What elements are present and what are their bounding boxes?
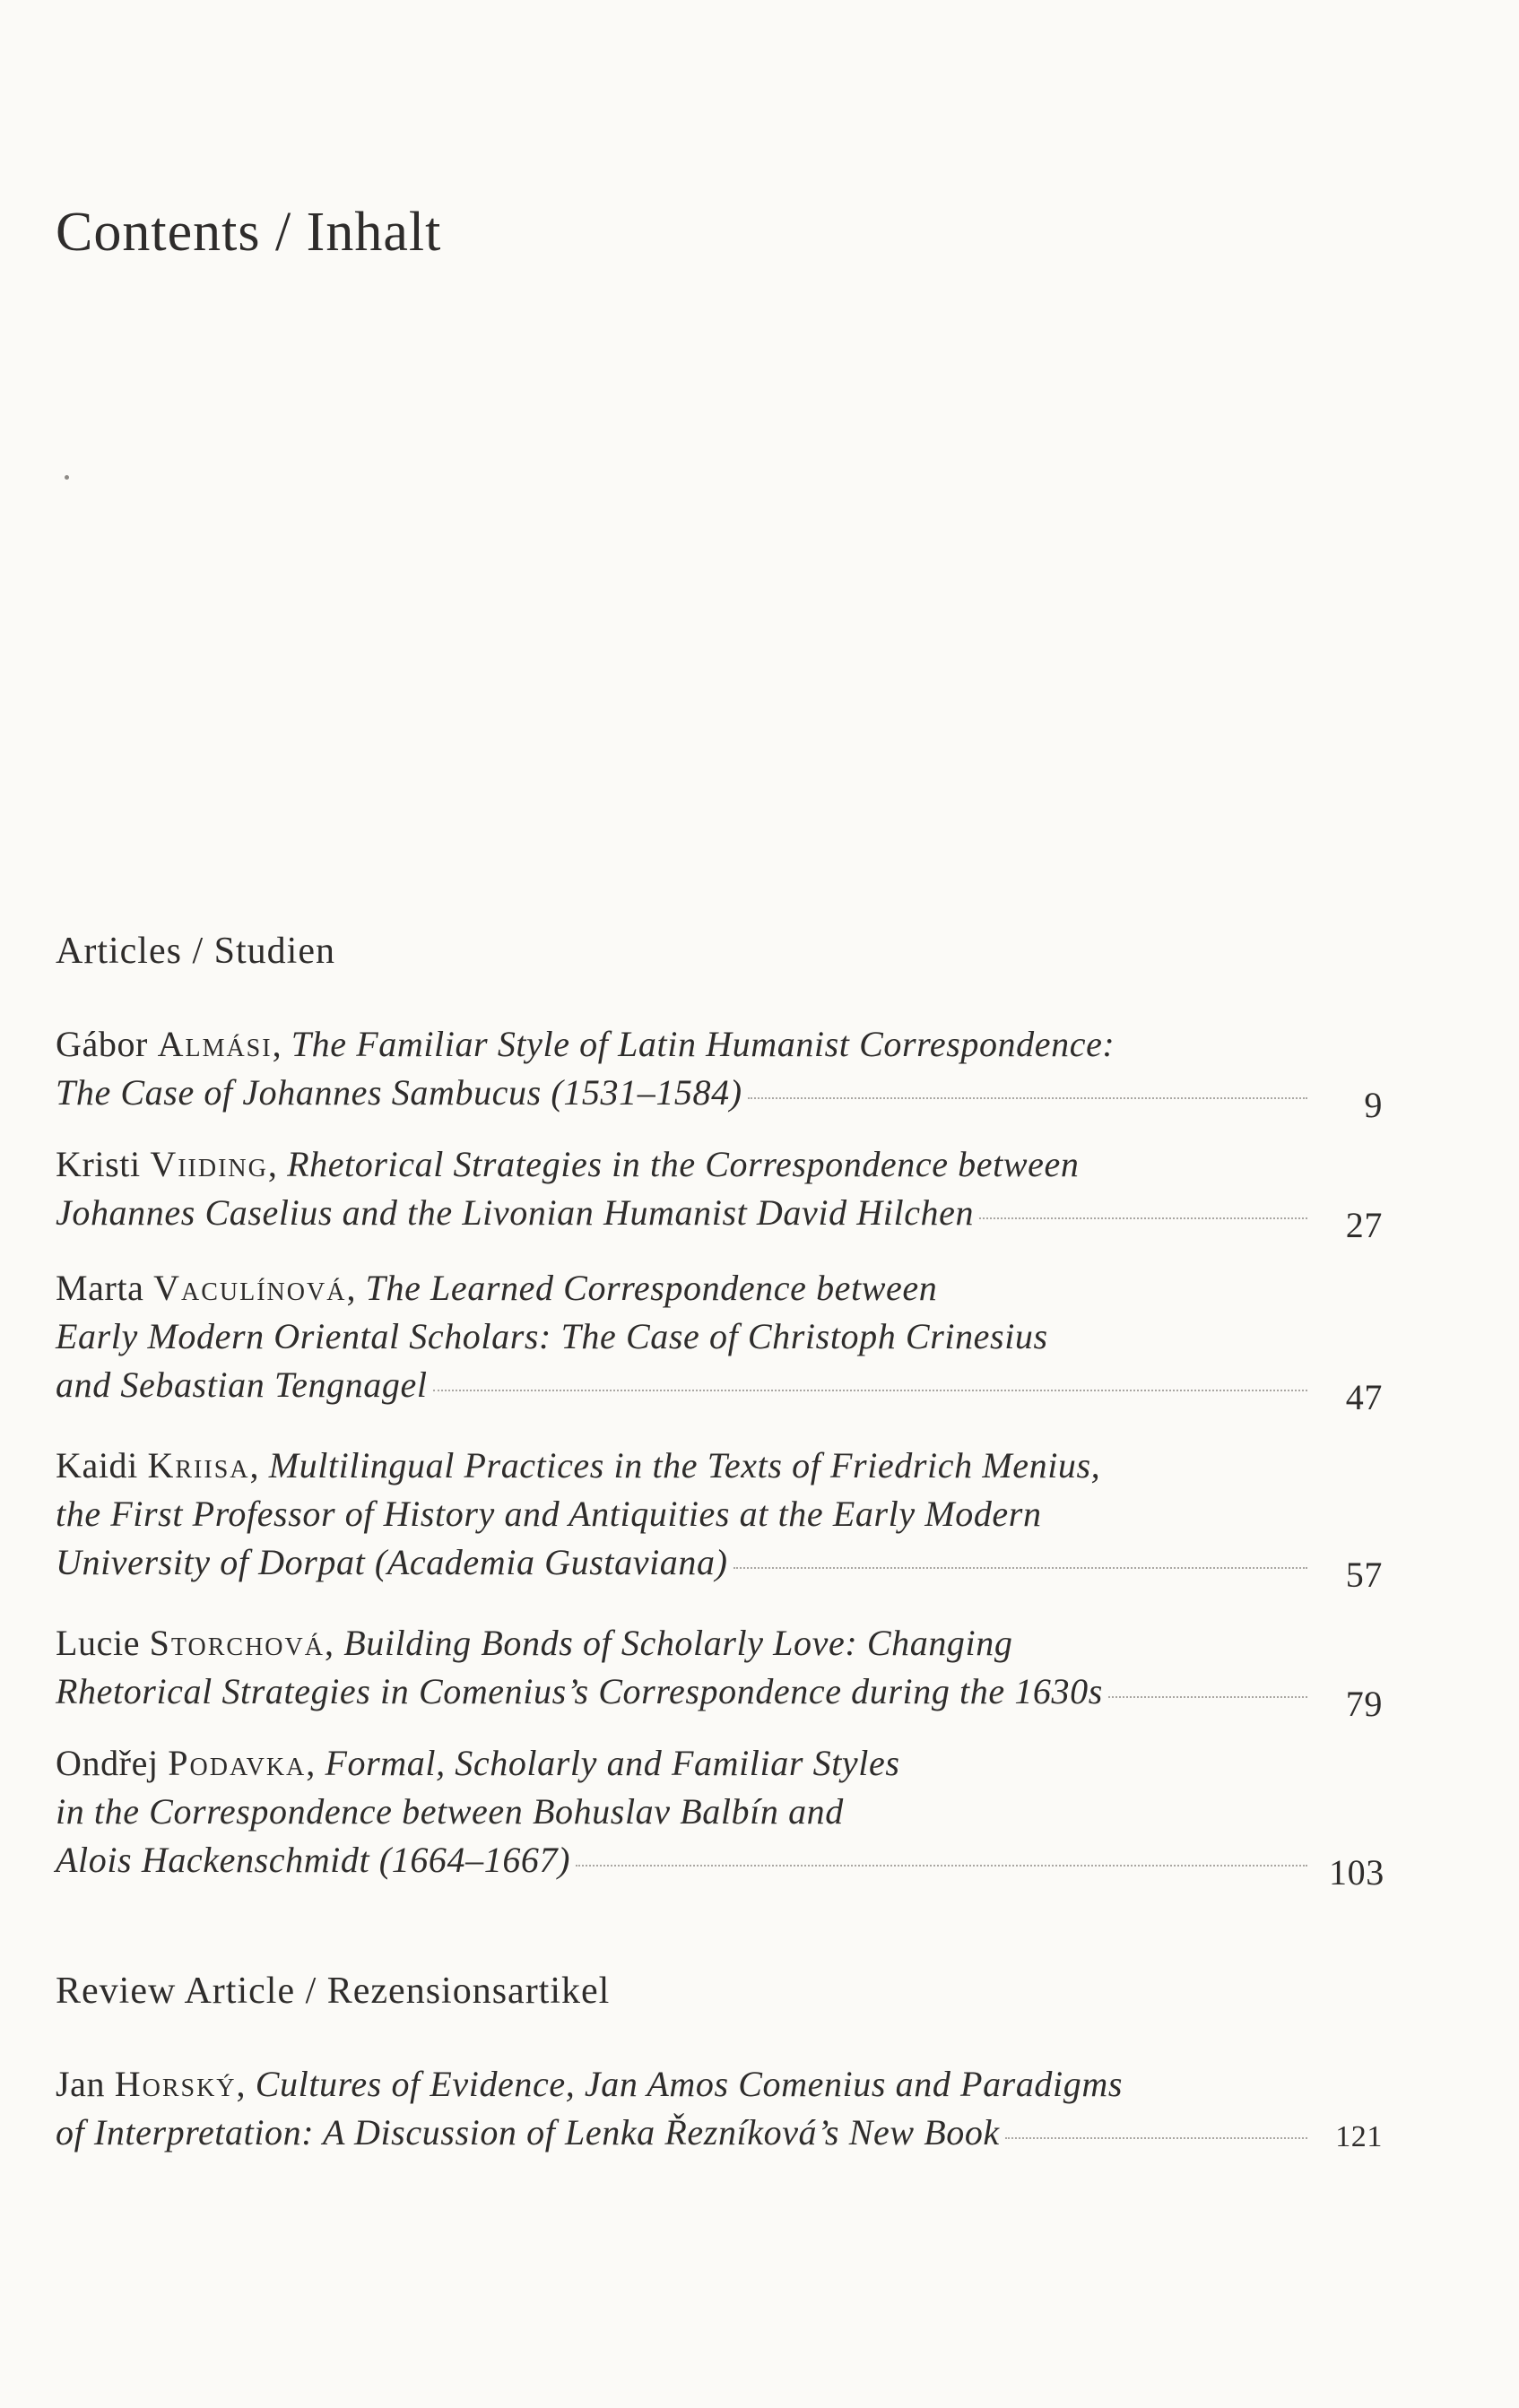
article-title-line: The Learned Correspondence between (365, 1268, 938, 1308)
toc-entry (56, 1739, 1384, 1893)
page-title: Contents / Inhalt (56, 202, 442, 263)
entry-line (56, 1361, 1383, 1417)
section-heading: Review Article / Rezensionsartikel (56, 1971, 611, 2012)
article-title-line: Early Modern Oriental Scholars: The Case of Christoph Crinesius (56, 1316, 1048, 1356)
article-title-line: Multilingual Practices in the Texts of Friedrich Menius, (268, 1445, 1101, 1486)
dot-leader (433, 1390, 1307, 1391)
article-title-line: Cultures of Evidence, Jan Amos Comenius and Paradigms (255, 2064, 1124, 2104)
author-separator: , (249, 1445, 269, 1486)
article-title-line: Rhetorical Strategies in Comenius’s Correspondence during the 1630s (56, 1671, 1103, 1711)
author-last-name: Vaculínová (153, 1268, 347, 1308)
entry-line-text (56, 1069, 742, 1117)
dot-leader (576, 1865, 1307, 1867)
page-number: 9 (1364, 1085, 1383, 1125)
entry-line (56, 1836, 1384, 1893)
article-title-line: Alois Hackenschmidt (1664–1667) (56, 1840, 571, 1880)
author-first-name: Gábor (56, 1024, 148, 1064)
entry-line (56, 1788, 1383, 1836)
page-number: 57 (1345, 1555, 1383, 1595)
paper-speck (65, 475, 69, 480)
toc-entry (56, 1619, 1383, 1724)
author-separator: , (272, 1024, 291, 1064)
dot-leader (748, 1097, 1307, 1099)
page-number: 47 (1345, 1377, 1383, 1417)
author-separator: , (267, 1144, 288, 1184)
article-title-line: of Interpretation: A Discussion of Lenka Řezníková’s New Book (56, 2112, 1000, 2152)
author-last-name: Podavka (168, 1743, 307, 1783)
page-number: 103 (1329, 1852, 1384, 1893)
entry-line (56, 1619, 1383, 1667)
page-number: 121 (1335, 2120, 1383, 2153)
entry-line (56, 1189, 1383, 1245)
entry-line (56, 2060, 1383, 2109)
toc-entry (56, 1020, 1383, 1125)
article-title-line: Building Bonds of Scholarly Love: Changing (343, 1623, 1013, 1663)
dot-leader (1005, 2137, 1307, 2139)
entry-line (56, 1442, 1383, 1490)
page-number: 79 (1345, 1684, 1383, 1724)
toc-entry (56, 1442, 1383, 1595)
author-last-name: Almási (157, 1024, 273, 1064)
dot-leader (979, 1217, 1307, 1219)
entry-line-text (56, 1836, 570, 1884)
entry-line (56, 2109, 1383, 2160)
entry-line-text (56, 1538, 728, 1587)
article-title-line: Rhetorical Strategies in the Correspondence between (287, 1144, 1080, 1184)
author-separator: , (324, 1623, 344, 1663)
entry-line-text (56, 1189, 974, 1237)
author-last-name: Storchová (149, 1623, 325, 1663)
article-title-line: The Familiar Style of Latin Humanist Correspondence: (291, 1024, 1115, 1064)
author-last-name: Kriisa (147, 1445, 250, 1486)
toc-entry (56, 1264, 1383, 1417)
author-first-name: Ondřej (56, 1743, 159, 1783)
entry-line (56, 1140, 1383, 1189)
entry-line-text (56, 2109, 1000, 2157)
article-title-line: in the Correspondence between Bohuslav Balbín and (56, 1791, 844, 1832)
entry-line-text (56, 1361, 428, 1409)
dot-leader (1108, 1696, 1307, 1698)
author-last-name: Horský (114, 2064, 237, 2104)
entry-line (56, 1264, 1383, 1312)
author-last-name: Viiding (150, 1144, 268, 1184)
author-first-name: Lucie (56, 1623, 141, 1663)
entry-line (56, 1069, 1383, 1125)
article-title-line: and Sebastian Tengnagel (56, 1364, 428, 1405)
article-title-line: the First Professor of History and Antiquities at the Early Modern (56, 1494, 1042, 1534)
toc-entry (56, 2060, 1383, 2160)
section-heading: Articles / Studien (56, 931, 335, 972)
entry-line (56, 1739, 1383, 1788)
entry-line (56, 1312, 1383, 1361)
entry-line-text (56, 1667, 1103, 1716)
author-first-name: Marta (56, 1268, 144, 1308)
toc-entry (56, 1140, 1383, 1245)
author-separator: , (346, 1268, 366, 1308)
entry-line (56, 1538, 1383, 1595)
author-separator: , (236, 2064, 256, 2104)
article-title-line: University of Dorpat (Academia Gustaviana) (56, 1542, 728, 1582)
entry-line (56, 1490, 1383, 1538)
entry-line (56, 1020, 1383, 1069)
dot-leader (733, 1567, 1307, 1569)
entry-line (56, 1667, 1383, 1724)
author-first-name: Jan (56, 2064, 106, 2104)
author-first-name: Kristi (56, 1144, 141, 1184)
author-first-name: Kaidi (56, 1445, 138, 1486)
article-title-line: Johannes Caselius and the Livonian Humanist David Hilchen (56, 1192, 975, 1233)
author-separator: , (306, 1743, 326, 1783)
article-title-line: Formal, Scholarly and Familiar Styles (325, 1743, 900, 1783)
article-title-line: The Case of Johannes Sambucus (1531–1584) (56, 1072, 742, 1113)
page-number: 27 (1345, 1205, 1383, 1245)
